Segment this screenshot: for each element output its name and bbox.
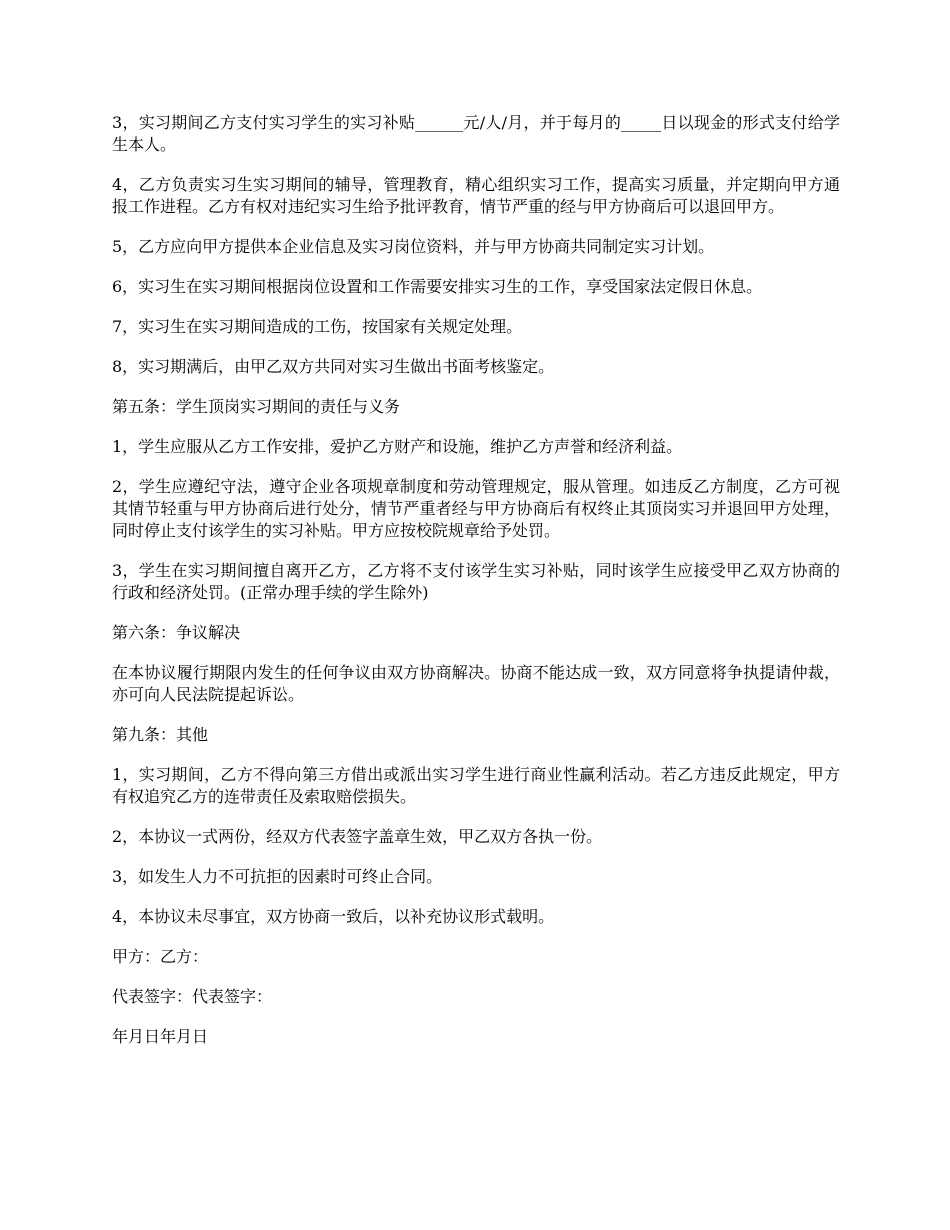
signature-parties-line: 甲方：乙方： (112, 947, 209, 966)
clause-4-4-party-b-guidance: 4，乙方负责实习生实习期间的辅导，管理教育，精心组织实习工作，提高实习质量，并定期向甲方通报工作进程。乙方有权对违纪实习生给予批评教育，情节严重的经与甲方协商后可以退回甲方。 (112, 175, 840, 216)
clause-4-7-work-injury: 7，实习生在实习期间造成的工伤，按国家有关规定处理。 (112, 317, 523, 336)
clause-9-3-force-majeure: 3，如发生人力不可抗拒的因素时可终止合同。 (112, 867, 443, 886)
signature-representatives-line: 代表签字：代表签字： (112, 987, 273, 1006)
clause-5-1-obey-arrangements: 1，学生应服从乙方工作安排，爱护乙方财产和设施，维护乙方声誉和经济利益。 (112, 437, 683, 456)
article-9-heading: 第九条：其他 (112, 725, 209, 744)
clause-4-5-company-info: 5，乙方应向甲方提供本企业信息及实习岗位资料，并与甲方协商共同制定实习计划。 (112, 237, 715, 256)
clause-5-3-leaving-without-permission: 3，学生在实习期间擅自离开乙方，乙方将不支付该学生实习补贴，同时该学生应接受甲乙双方协商的行政和经济处罚。(正常办理手续的学生除外) (112, 561, 840, 602)
clause-9-1-no-lending: 1，实习期间，乙方不得向第三方借出或派出实习学生进行商业性赢利活动。若乙方违反此规定，甲方有权追究乙方的连带责任及索取赔偿损失。 (112, 765, 840, 806)
article-5-heading: 第五条：学生顶岗实习期间的责任与义务 (112, 397, 401, 416)
clause-9-2-copies: 2，本协议一式两份，经双方代表签字盖章生效，甲乙双方各执一份。 (112, 827, 603, 846)
signature-date-line: 年月日年月日 (112, 1027, 209, 1046)
clause-6-dispute-resolution: 在本协议履行期限内发生的任何争议由双方协商解决。协商不能达成一致，双方同意将争执提请仲裁，亦可向人民法院提起诉讼。 (112, 663, 840, 704)
clause-4-8-assessment: 8，实习期满后，由甲乙双方共同对实习生做出书面考核鉴定。 (112, 357, 555, 376)
clause-9-4-supplementary: 4，本协议未尽事宜，双方协商一致后，以补充协议形式载明。 (112, 907, 555, 926)
document-body (112, 112, 840, 1066)
clause-4-3-internship-allowance: 3，实习期间乙方支付实习学生的实习补贴______元/人/月，并于每月的_____日以现金的形式支付给学生本人。 (112, 113, 840, 154)
clause-5-2-discipline: 2，学生应遵纪守法，遵守企业各项规章制度和劳动管理规定，服从管理。如违反乙方制度，乙方可视其情节轻重与甲方协商后进行处分，情节严重者经与甲方协商后有权终止其顶岗实习并退回甲方处理，同时停止支付该学生的实习补贴。甲方应按校院规章给予处罚。 (112, 477, 840, 540)
article-6-heading: 第六条：争议解决 (112, 623, 241, 642)
clause-4-6-work-arrangement: 6，实习生在实习期间根据岗位设置和工作需要安排实习生的工作，享受国家法定假日休息。 (112, 277, 763, 296)
